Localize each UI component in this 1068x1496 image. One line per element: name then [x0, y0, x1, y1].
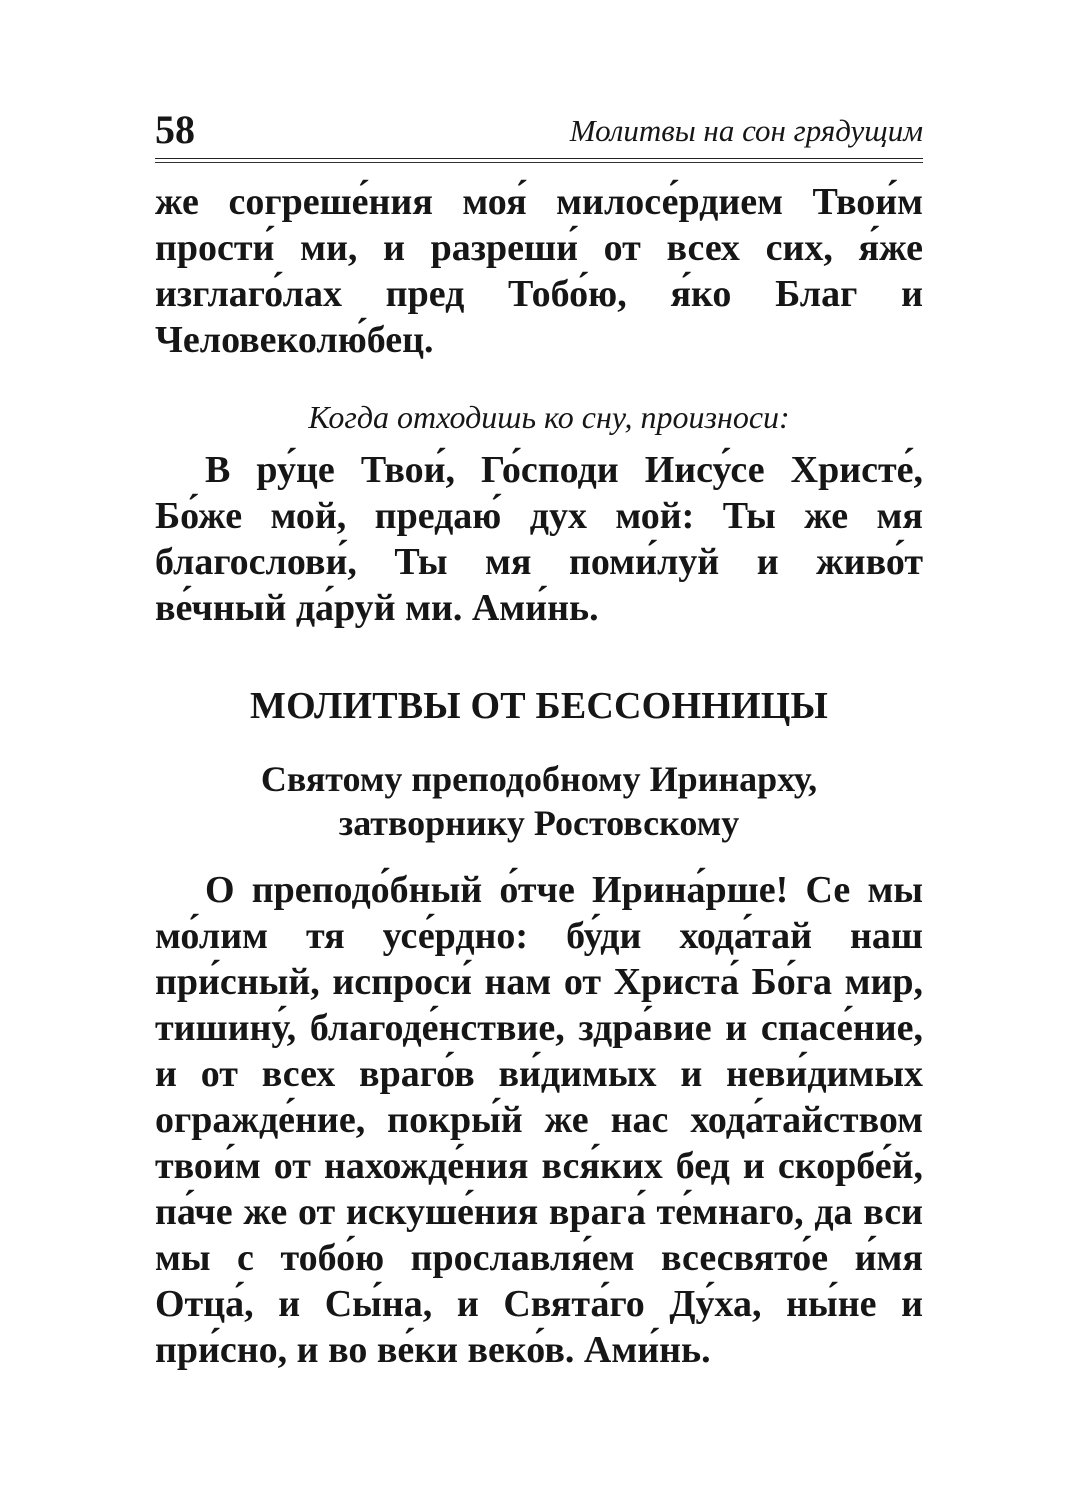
subheading-line-1: Святому преподобному Иринарху,	[260, 759, 818, 799]
section-heading: МОЛИТВЫ ОТ БЕССОННИЦЫ	[250, 685, 828, 727]
running-header	[155, 100, 923, 150]
book-page	[155, 100, 923, 1373]
header-rule	[155, 158, 923, 163]
irinarkh-prayer: О преподо́бный о́тче Ирина́рше! Се мы мо́лим тя усе́рдно: бу́ди хода́тай наш при́сный, испроси́ нам от Христа́ Бо́га мир, тишину́, благоде́нствие, здра́вие и спасе́ние, и от всех враго́в ви́димых и неви́димых огражде́ние, покры́й же нас хода́тайством твои́м от нахожде́ния вся́ких бед и скорбе́й, па́че же от искуше́ния врага́ те́мнаго, да вси мы с тобо́ю прославля́ем всесвято́е и́мя Отца́, и Сы́на, и Свята́го Ду́ха, ны́не и при́сно, и во ве́ки веко́в. Ами́нь.	[155, 869, 923, 1371]
continuation-paragraph: же согреше́ния моя́ милосе́рдием Твои́м прости́ ми, и разреши́ от всех сих, я́же изглаго́лах пред Тобо́ю, я́ко Благ и Человеколю́бец.	[155, 181, 923, 361]
prayer-subheading	[155, 757, 923, 845]
rubric-instruction: Когда отходишь ко сну, произноси:	[308, 399, 790, 435]
subheading-line-2: затворнику Ростовскому	[338, 803, 740, 843]
page-number: 58	[155, 107, 195, 152]
bedtime-prayer: В ру́це Твои́, Го́споди Иису́се Христе́, Бо́же мой, предаю́ дух мой: Ты же мя благослови́, Ты мя поми́луй и живо́т ве́чный да́руй ми. Ами́нь.	[155, 449, 923, 629]
running-title: Молитвы на сон грядущим	[569, 113, 923, 148]
